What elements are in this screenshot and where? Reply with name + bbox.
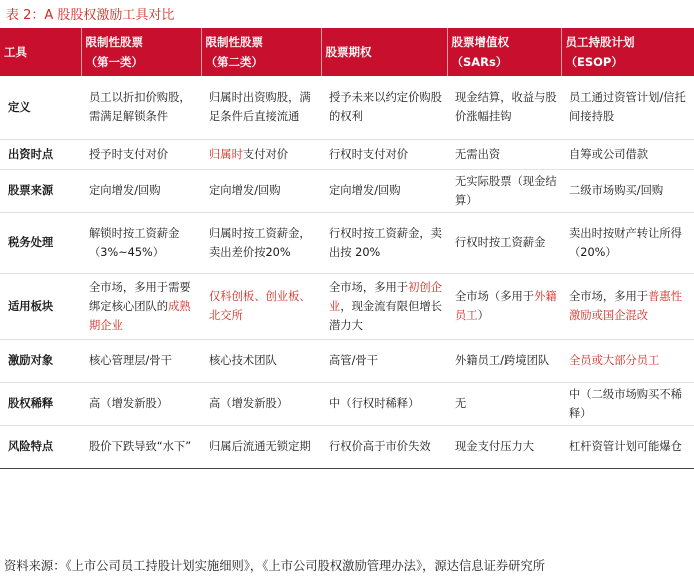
highlight-text: 普惠性激励或国企混改 — [569, 290, 682, 322]
table-cell — [201, 382, 321, 425]
table-body — [0, 76, 694, 468]
table-cell — [201, 212, 321, 273]
table-cell — [561, 382, 694, 425]
table-cell — [201, 76, 321, 139]
cell-text: 中（二级市场购买不稀释） — [569, 387, 682, 420]
table-cell — [321, 169, 447, 212]
cell-text: 归属时按工资薪金，卖出差价按20% — [209, 226, 311, 259]
cell-text: ，现金流有限但增长潜力大 — [329, 299, 442, 332]
table-row — [0, 212, 694, 273]
cell-text: 定向增发/回购 — [89, 184, 161, 197]
cell-text: 支付对价 — [242, 147, 289, 161]
table-cell — [81, 273, 201, 339]
table-row — [0, 169, 694, 212]
table-cell — [321, 139, 447, 169]
table-cell — [81, 169, 201, 212]
cell-text: 授予时支付对价 — [89, 147, 169, 161]
table-cell — [561, 212, 694, 273]
table-cell — [321, 339, 447, 382]
table-cell — [81, 139, 201, 169]
cell-text: 现金结算，收益与股价涨幅挂钩 — [455, 91, 557, 124]
table-cell — [447, 339, 561, 382]
cell-text: 定向增发/回购 — [329, 184, 401, 197]
header-restricted-stock-type1: 限制性股票 （第一类） — [81, 28, 201, 76]
table-cell — [81, 76, 201, 139]
table-cell — [561, 76, 694, 139]
cell-text: 归属时出资购股，满足条件后直接流通 — [209, 91, 311, 124]
row-header: 股票来源 — [0, 169, 81, 212]
cell-text: 行权价高于市价失效 — [329, 440, 431, 453]
table-cell — [81, 339, 201, 382]
table-row — [0, 76, 694, 139]
table-cell — [447, 212, 561, 273]
cell-text: 自筹或公司借款 — [569, 147, 649, 161]
row-header: 出资时点 — [0, 139, 81, 169]
cell-text: 全市场，多用于 — [569, 290, 649, 303]
table-cell — [447, 382, 561, 425]
highlight-text: 外籍员工 — [455, 290, 557, 322]
table-row — [0, 425, 694, 468]
cell-text: ） — [477, 309, 489, 322]
highlight-text: 仅科创板、创业板、北交所 — [209, 290, 311, 322]
cell-text: 全市场（多用于 — [455, 290, 535, 303]
cell-text: 现金支付压力大 — [455, 440, 535, 453]
table-row — [0, 382, 694, 425]
cell-text: 中（行权时稀释） — [329, 397, 420, 410]
cell-text: 行权时按工资薪金 — [455, 236, 546, 249]
cell-text: 外籍员工/跨境团队 — [455, 354, 550, 367]
cell-text: 员工以折扣价购股，需满足解锁条件 — [89, 91, 191, 124]
row-header: 定义 — [0, 76, 81, 139]
table-cell — [201, 169, 321, 212]
cell-text: 授予未来以约定价购股的权利 — [329, 91, 442, 124]
table-row — [0, 339, 694, 382]
table-cell — [201, 273, 321, 339]
cell-text: 全市场，多用于 — [329, 280, 409, 294]
table-cell — [321, 273, 447, 339]
header-sars: 股票增值权 （SARs） — [447, 28, 561, 76]
table-header-row — [0, 28, 694, 76]
cell-text: 定向增发/回购 — [209, 184, 281, 197]
table-cell — [561, 339, 694, 382]
cell-text: 无实际股票（现金结算） — [455, 174, 557, 207]
source-note: 资料来源：《上市公司员工持股计划实施细则》，《上市公司股权激励管理办法》，源达信息证券研究所 — [4, 559, 546, 573]
header-stock-options: 股票期权 — [321, 28, 447, 76]
comparison-table — [0, 28, 694, 469]
table-cell — [447, 76, 561, 139]
table-cell — [447, 139, 561, 169]
cell-text: 高管/骨干 — [329, 354, 378, 367]
table-cell — [561, 139, 694, 169]
table-cell — [321, 212, 447, 273]
cell-text: 卖出时按财产转让所得（20%） — [569, 226, 682, 259]
cell-text: 行权时按工资薪金，卖出按 20% — [329, 226, 442, 259]
cell-text: 核心技术团队 — [209, 354, 277, 367]
highlight-text: 全员或大部分员工 — [569, 354, 660, 367]
table-cell — [81, 425, 201, 468]
highlight-text: 成熟期企业 — [89, 299, 191, 332]
cell-text: 解锁时按工资薪金（3%~45%） — [89, 226, 180, 259]
header-esop: 员工持股计划 （ESOP） — [561, 28, 694, 76]
table-cell — [447, 273, 561, 339]
cell-text: 归属后流通无锁定期 — [209, 440, 311, 453]
table-cell — [561, 273, 694, 339]
table-cell — [81, 212, 201, 273]
cell-text: 杠杆资管计划可能爆仓 — [569, 440, 682, 453]
header-tool: 工具 — [0, 28, 81, 76]
cell-text: 无需出资 — [455, 147, 501, 161]
highlight-text: 初创企业 — [329, 280, 442, 313]
row-header: 风险特点 — [0, 425, 81, 468]
row-header: 适用板块 — [0, 273, 81, 339]
table-cell — [561, 169, 694, 212]
row-header: 激励对象 — [0, 339, 81, 382]
table-cell — [321, 425, 447, 468]
table-cell — [81, 382, 201, 425]
cell-text: 股价下跌导致“水下” — [89, 440, 192, 453]
table-cell — [447, 169, 561, 212]
table-row — [0, 139, 694, 169]
table-cell — [201, 425, 321, 468]
cell-text: 员工通过资管计划/信托间接持股 — [569, 91, 686, 124]
table-cell — [447, 425, 561, 468]
table-cell — [561, 425, 694, 468]
highlight-text: 归属时 — [209, 147, 243, 161]
cell-text: 无 — [455, 397, 467, 410]
table-row — [0, 273, 694, 339]
table-caption: 表 2：A 股股权激励工具对比 — [6, 8, 175, 23]
cell-text: 二级市场购买/回购 — [569, 184, 664, 197]
cell-text: 高（增发新股） — [89, 397, 169, 410]
row-header: 股权稀释 — [0, 382, 81, 425]
cell-text: 核心管理层/骨干 — [89, 354, 172, 367]
cell-text: 行权时支付对价 — [329, 147, 409, 161]
table-cell — [321, 76, 447, 139]
row-header: 税务处理 — [0, 212, 81, 273]
cell-text: 高（增发新股） — [209, 397, 289, 410]
header-restricted-stock-type2: 限制性股票 （第二类） — [201, 28, 321, 76]
table-cell — [201, 339, 321, 382]
table-cell — [201, 139, 321, 169]
cell-text: 全市场，多用于需要绑定核心团队的 — [89, 280, 191, 313]
table-cell — [321, 382, 447, 425]
